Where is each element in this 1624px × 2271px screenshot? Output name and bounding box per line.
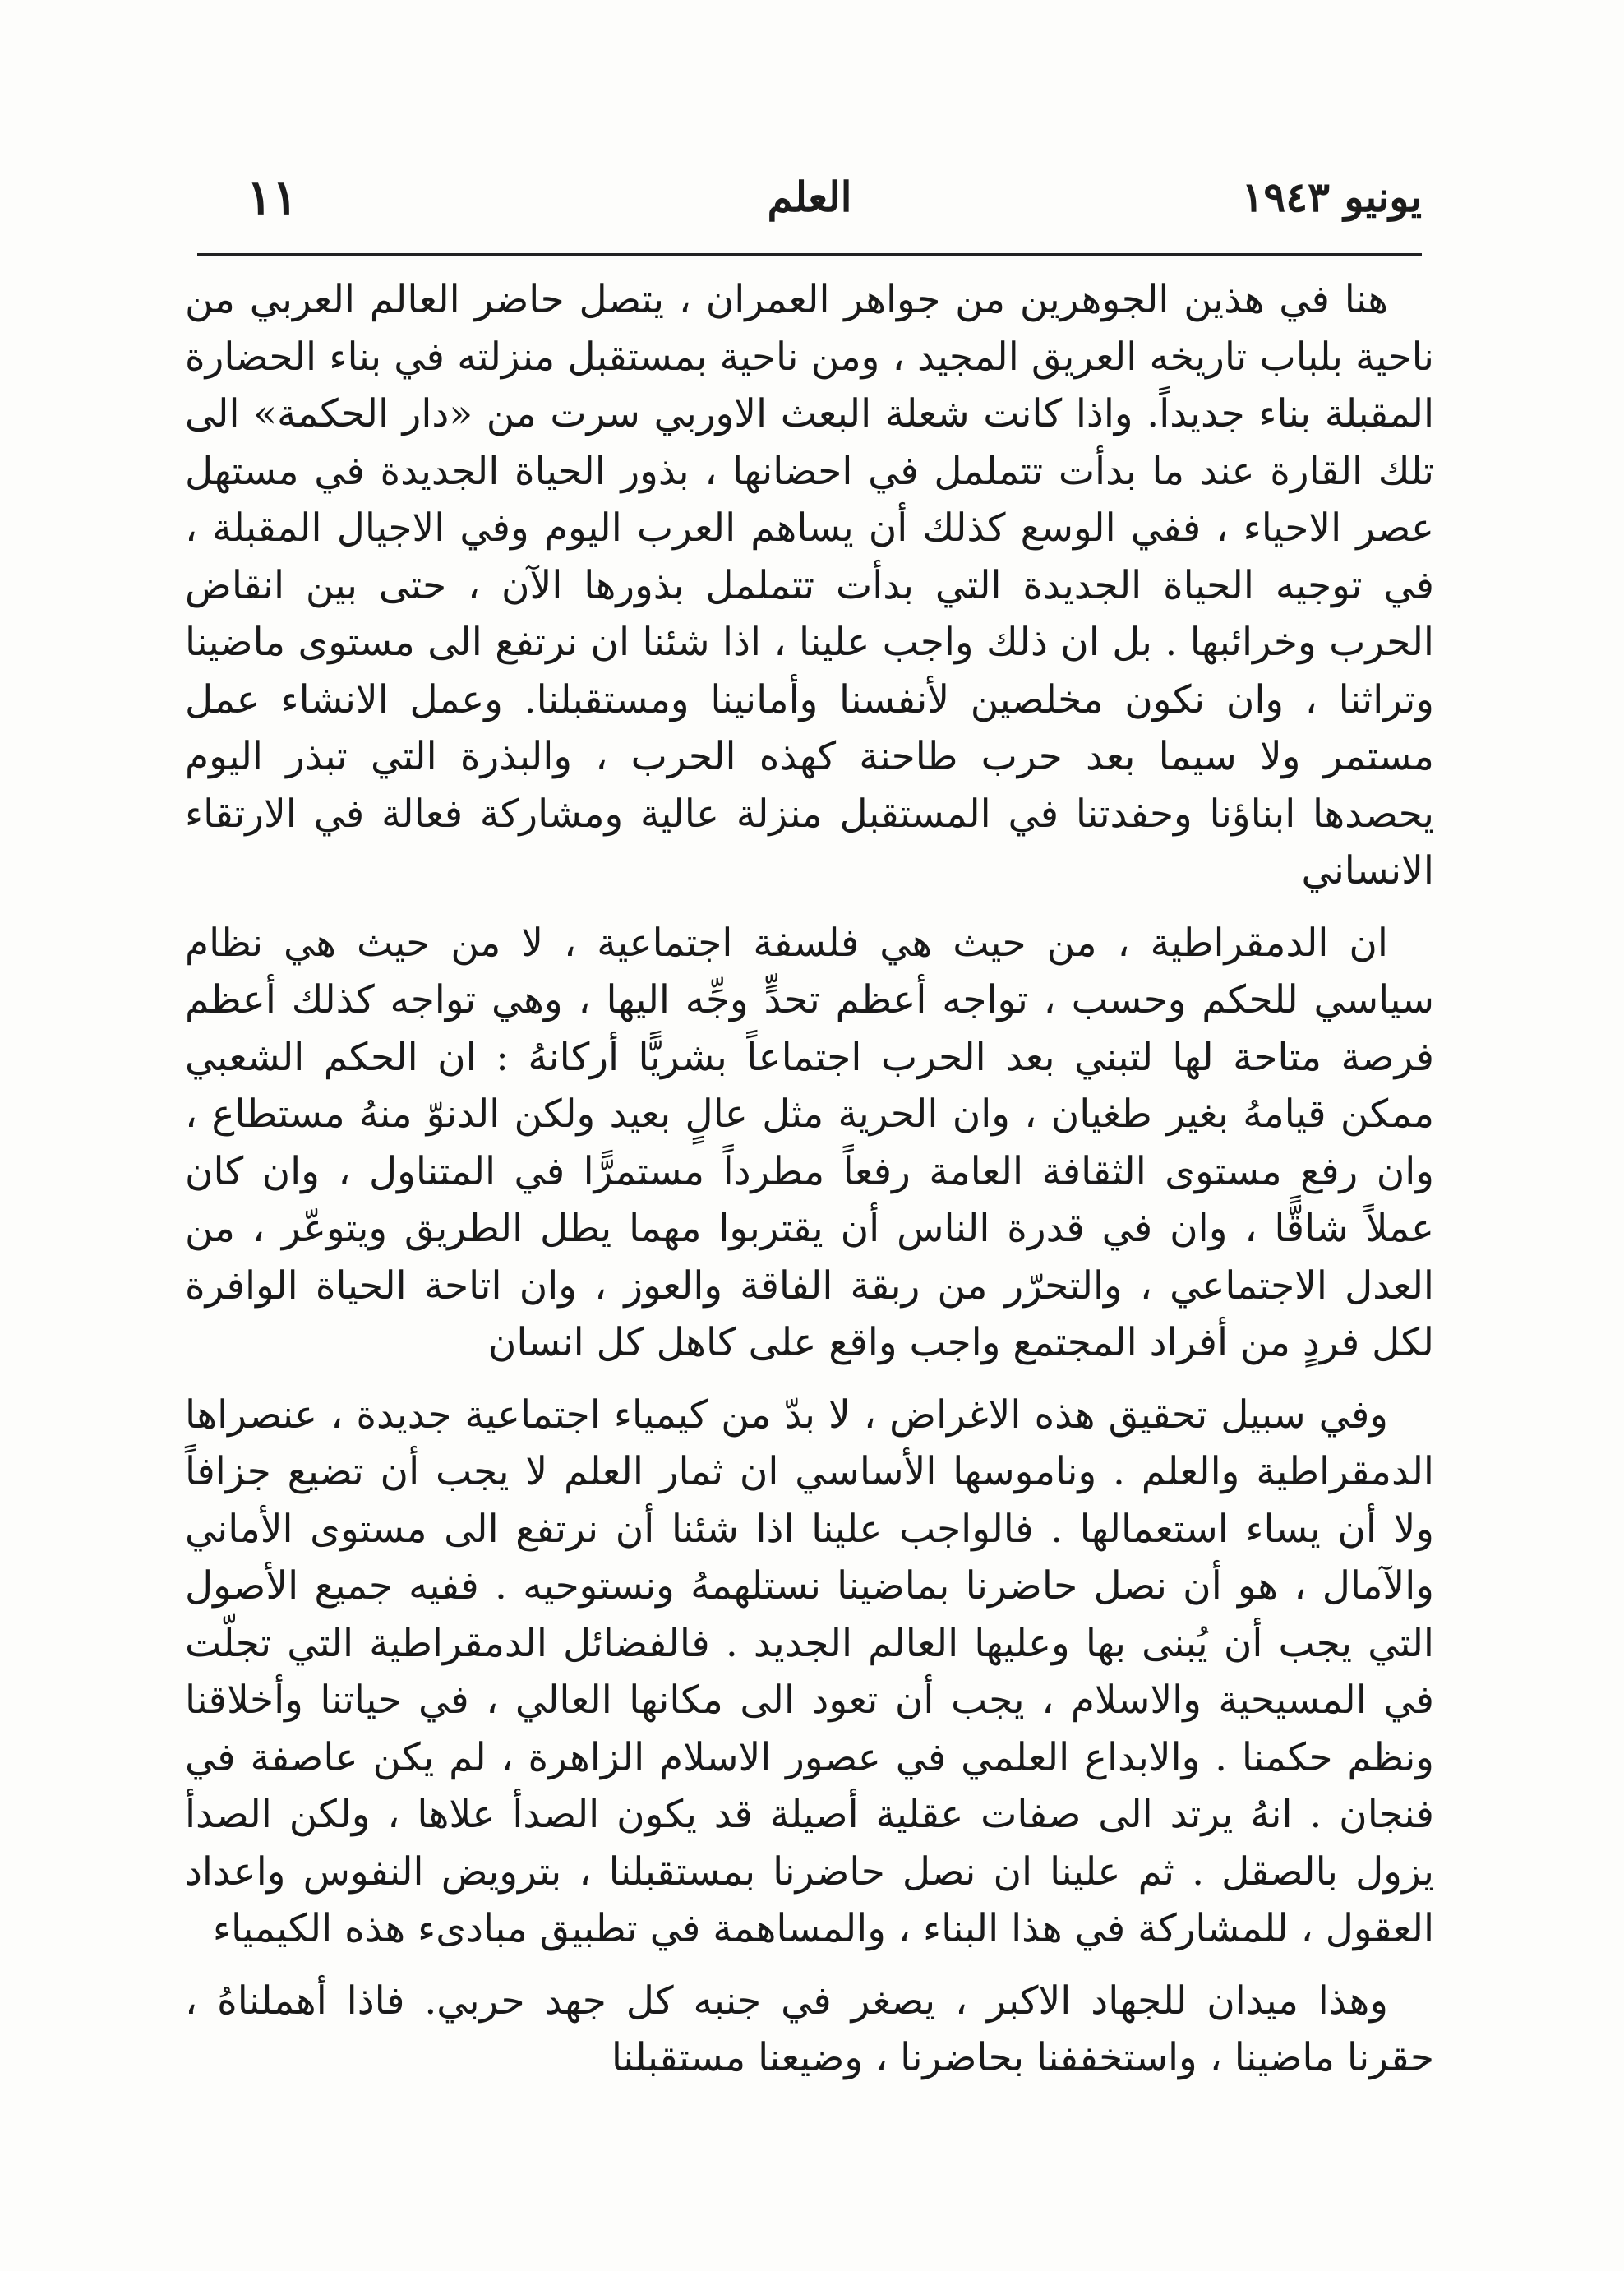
- article-body: [185, 271, 1434, 2087]
- paragraph: وفي سبيل تحقيق هذه الاغراض ، لا بدّ من كيمياء اجتماعية جديدة ، عنصراها الدمقراطية والعلم . وناموسها الأساسي ان ثمار العلم لا يجب أن تضيع جزافاً ولا أن يساء استعمالها . فالواجب علينا اذا شئنا أن نرتفع الى مستوى الأماني والآمال ، هو أن نصل حاضرنا بماضينا نستلهمهُ ونستوحيه . ففيه جميع الأصول التي يجب أن يُبنى بها وعليها العالم الجديد . فالفضائل الدمقراطية التي تجلّت في المسيحية والاسلام ، يجب أن تعود الى مكانها العالي ، في حياتنا وأخلاقنا ونظم حكمنا . والابداع العلمي في عصور الاسلام الزاهرة ، لم يكن عاصفة في فنجان . انهُ يرتد الى صفات عقلية أصيلة قد يكون الصدأ علاها ، ولكن الصدأ يزول بالصقل . ثم علينا ان نصل حاضرنا بمستقبلنا ، بترويض النفوس واعداد العقول ، للمشاركة في هذا البناء ، والمساهمة في تطبيق مبادىء هذه الكيمياء: [185, 1392, 1434, 1951]
- page-number: ١١: [247, 169, 298, 225]
- journal-title: العلم: [767, 173, 852, 221]
- header-divider: [197, 253, 1422, 256]
- paragraph: هنا في هذين الجوهرين من جواهر العمران ، يتصل حاضر العالم العربي من ناحية بلباب تاريخه العريق المجيد ، ومن ناحية بمستقبل منزلته في بناء الحضارة المقبلة بناء جديداً. واذا كانت شعلة البعث الاوربي سرت من «دار الحكمة» الى تلك القارة عند ما بدأت تتململ في احضانها ، بذور الحياة الجديدة في مستهل عصر الاحياء ، ففي الوسع كذلك أن يساهم العرب اليوم وفي الاجيال المقبلة ، في توجيه الحياة الجديدة التي بدأت تتململ بذورها الآن ، حتى بين انقاض الحرب وخرائبها . بل ان ذلك واجب علينا ، اذا شئنا ان نرتفع الى مستوى ماضينا وتراثنا ، وان نكون مخلصين لأنفسنا وأمانينا ومستقبلنا. وعمل الانشاء عمل مستمر ولا سيما بعد حرب طاحنة كهذه الحرب ، والبذرة التي تبذر اليوم يحصدها ابناؤنا وحفدتنا في المستقبل منزلة عالية ومشاركة فعالة في الارتقاء الانساني: [185, 277, 1434, 893]
- issue-date: يونيو ١٩٤٣: [1241, 173, 1422, 221]
- running-header: [197, 160, 1422, 242]
- paragraph: وهذا ميدان للجهاد الاكبر ، يصغر في جنبه كل جهد حربي. فاذا أهملناهُ ، حقرنا ماضينا ، واستخففنا بحاضرنا ، وضيعنا مستقبلنا: [185, 1978, 1434, 2080]
- paragraph: ان الدمقراطية ، من حيث هي فلسفة اجتماعية ، لا من حيث هي نظام سياسي للحكم وحسب ، تواجه أعظم تحدٍّ وجِّه اليها ، وهي تواجه كذلك أعظم فرصة متاحة لها لتبني بعد الحرب اجتماعاً بشريًّا أركانهُ : ان الحكم الشعبي ممكن قيامهُ بغير طغيان ، وان الحرية مثل عالٍ بعيد ولكن الدنوّ منهُ مستطاع ، وان رفع مستوى الثقافة العامة رفعاً مطرداً مستمرًّا في المتناول ، وان كان عملاً شاقًّا ، وان في قدرة الناس أن يقتربوا مهما يطل الطريق ويتوعّر ، من العدل الاجتماعي ، والتحرّر من ربقة الفاقة والعوز ، وان اتاحة الحياة الوافرة لكل فردٍ من أفراد المجتمع واجب واقع على كاهل كل انسان: [185, 920, 1434, 1365]
